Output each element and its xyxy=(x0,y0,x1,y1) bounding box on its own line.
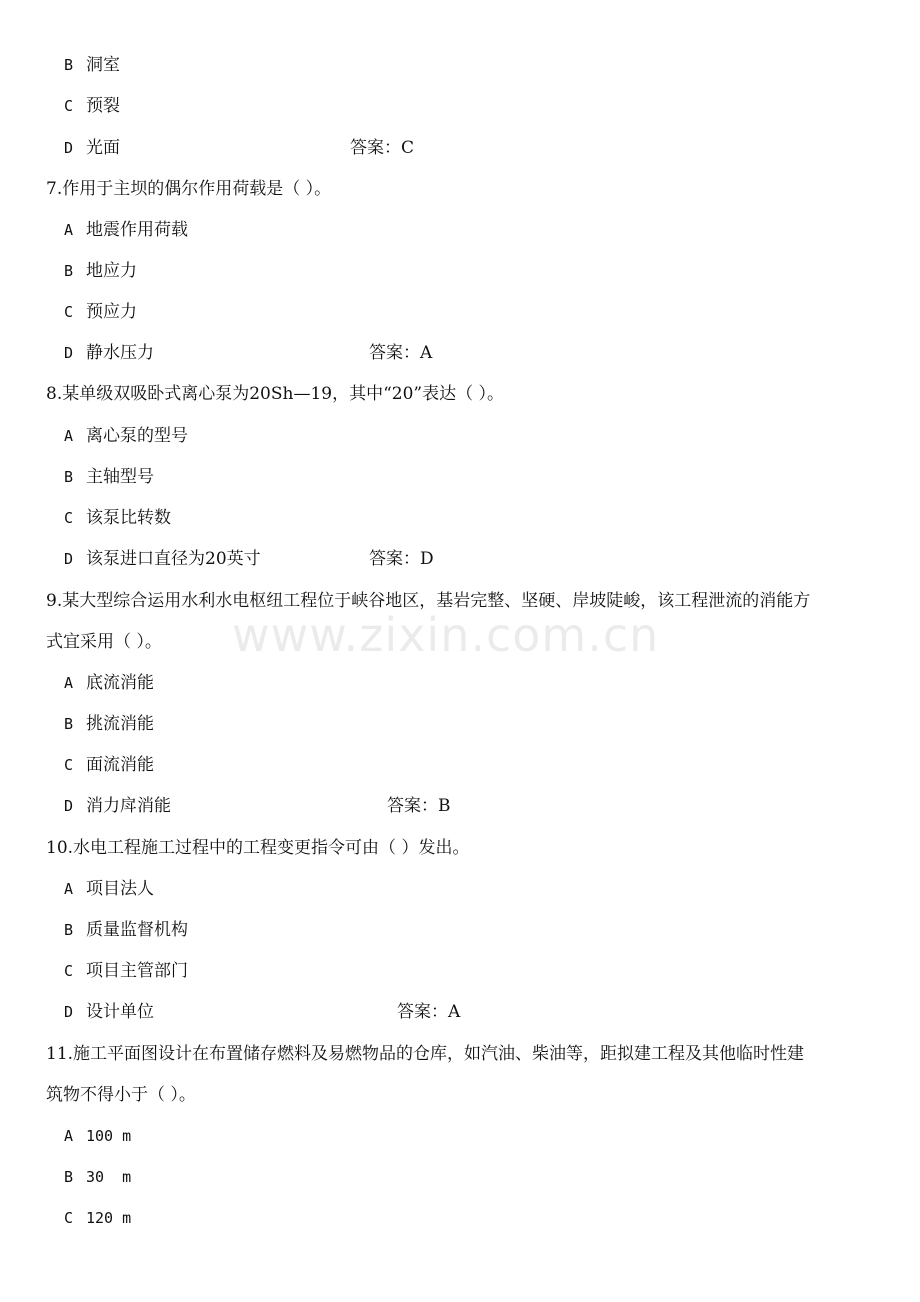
option-text: 质量监督机构 xyxy=(86,920,188,940)
option-text: 30 m xyxy=(86,1168,132,1186)
option-text: 离心泵的型号 xyxy=(86,426,188,446)
option-text: 100 m xyxy=(86,1127,132,1145)
q8-option-a xyxy=(64,426,188,446)
option-letter: A xyxy=(64,1127,74,1145)
option-text: 挑流消能 xyxy=(86,714,154,734)
q10-option-d xyxy=(64,1002,504,1022)
q7-option-b xyxy=(64,261,137,281)
option-letter: C xyxy=(64,962,74,980)
q8-option-d xyxy=(64,549,484,569)
q8-option-c xyxy=(64,508,171,528)
q6-option-d xyxy=(64,138,464,158)
option-letter: B xyxy=(64,56,74,74)
option-text: 该泵比转数 xyxy=(86,508,171,528)
option-text: 洞室 xyxy=(86,55,120,75)
option-text: 底流消能 xyxy=(86,673,154,693)
option-letter: C xyxy=(64,1209,74,1227)
option-text: 消力戽消能 xyxy=(86,796,171,816)
option-text: 项目主管部门 xyxy=(86,961,188,981)
option-text: 面流消能 xyxy=(86,755,154,775)
q9-option-b xyxy=(64,714,154,734)
option-letter: C xyxy=(64,509,74,527)
option-letter: D xyxy=(64,1003,74,1021)
q9-option-d xyxy=(64,796,504,816)
option-letter: A xyxy=(64,427,74,445)
option-letter: B xyxy=(64,715,74,733)
q11-option-b xyxy=(64,1167,131,1187)
option-letter: D xyxy=(64,550,74,568)
option-text: 120 m xyxy=(86,1209,132,1227)
q8-answer: 答案：D xyxy=(369,549,434,569)
q7-answer: 答案：A xyxy=(369,343,433,363)
q7-option-c xyxy=(64,302,137,322)
option-letter: B xyxy=(64,262,74,280)
option-text: 预应力 xyxy=(86,302,137,322)
option-letter: A xyxy=(64,221,74,239)
q10-option-a xyxy=(64,879,154,899)
q11-option-c xyxy=(64,1208,131,1228)
q9-answer: 答案：B xyxy=(387,796,451,816)
q10-answer: 答案：A xyxy=(397,1002,461,1022)
q11-stem-line1: 11.施工平面图设计在布置储存燃料及易燃物品的仓库，如汽油、柴油等，距拟建工程及其他临时性建 xyxy=(46,1044,805,1064)
q10-stem: 10.水电工程施工过程中的工程变更指令可由（ ）发出。 xyxy=(46,838,470,858)
option-letter: A xyxy=(64,880,74,898)
option-letter: D xyxy=(64,797,74,815)
q11-stem-line2: 筑物不得小于（ ）。 xyxy=(46,1085,196,1105)
q11-option-a xyxy=(64,1126,131,1146)
q9-option-a xyxy=(64,673,154,693)
option-letter: C xyxy=(64,97,74,115)
q10-option-b xyxy=(64,920,188,940)
q8-stem: 8.某单级双吸卧式离心泵为20Sh—19，其中“20”表达（ ）。 xyxy=(46,384,504,404)
option-text: 预裂 xyxy=(86,96,120,116)
q9-stem-line1: 9.某大型综合运用水利水电枢纽工程位于峡谷地区，基岩完整、坚硬、岸坡陡峻，该工程泄流的消能方 xyxy=(46,591,811,611)
option-text: 静水压力 xyxy=(86,343,154,363)
option-letter: B xyxy=(64,1168,74,1186)
q7-stem: 7.作用于主坝的偶尔作用荷载是（ ）。 xyxy=(46,179,332,199)
q6-option-c xyxy=(64,96,120,116)
option-text: 地震作用荷载 xyxy=(86,220,188,240)
q7-option-a xyxy=(64,220,188,240)
q10-option-c xyxy=(64,961,188,981)
q6-answer: 答案：C xyxy=(350,138,415,158)
option-letter: B xyxy=(64,921,74,939)
option-letter: A xyxy=(64,674,74,692)
q7-option-d xyxy=(64,343,484,363)
option-letter: D xyxy=(64,139,74,157)
watermark: www.zixin.com.cn xyxy=(232,608,660,662)
option-text: 该泵进口直径为20英寸 xyxy=(86,549,261,569)
option-text: 光面 xyxy=(86,138,120,158)
q6-option-b xyxy=(64,55,120,75)
option-text: 主轴型号 xyxy=(86,467,154,487)
q9-option-c xyxy=(64,755,154,775)
q8-option-b xyxy=(64,467,154,487)
option-text: 项目法人 xyxy=(86,879,154,899)
option-letter: C xyxy=(64,756,74,774)
option-letter: B xyxy=(64,468,74,486)
option-text: 地应力 xyxy=(86,261,137,281)
option-letter: D xyxy=(64,344,74,362)
option-letter: C xyxy=(64,303,74,321)
q9-stem-line2: 式宜采用（ ）。 xyxy=(46,632,162,652)
option-text: 设计单位 xyxy=(86,1002,154,1022)
